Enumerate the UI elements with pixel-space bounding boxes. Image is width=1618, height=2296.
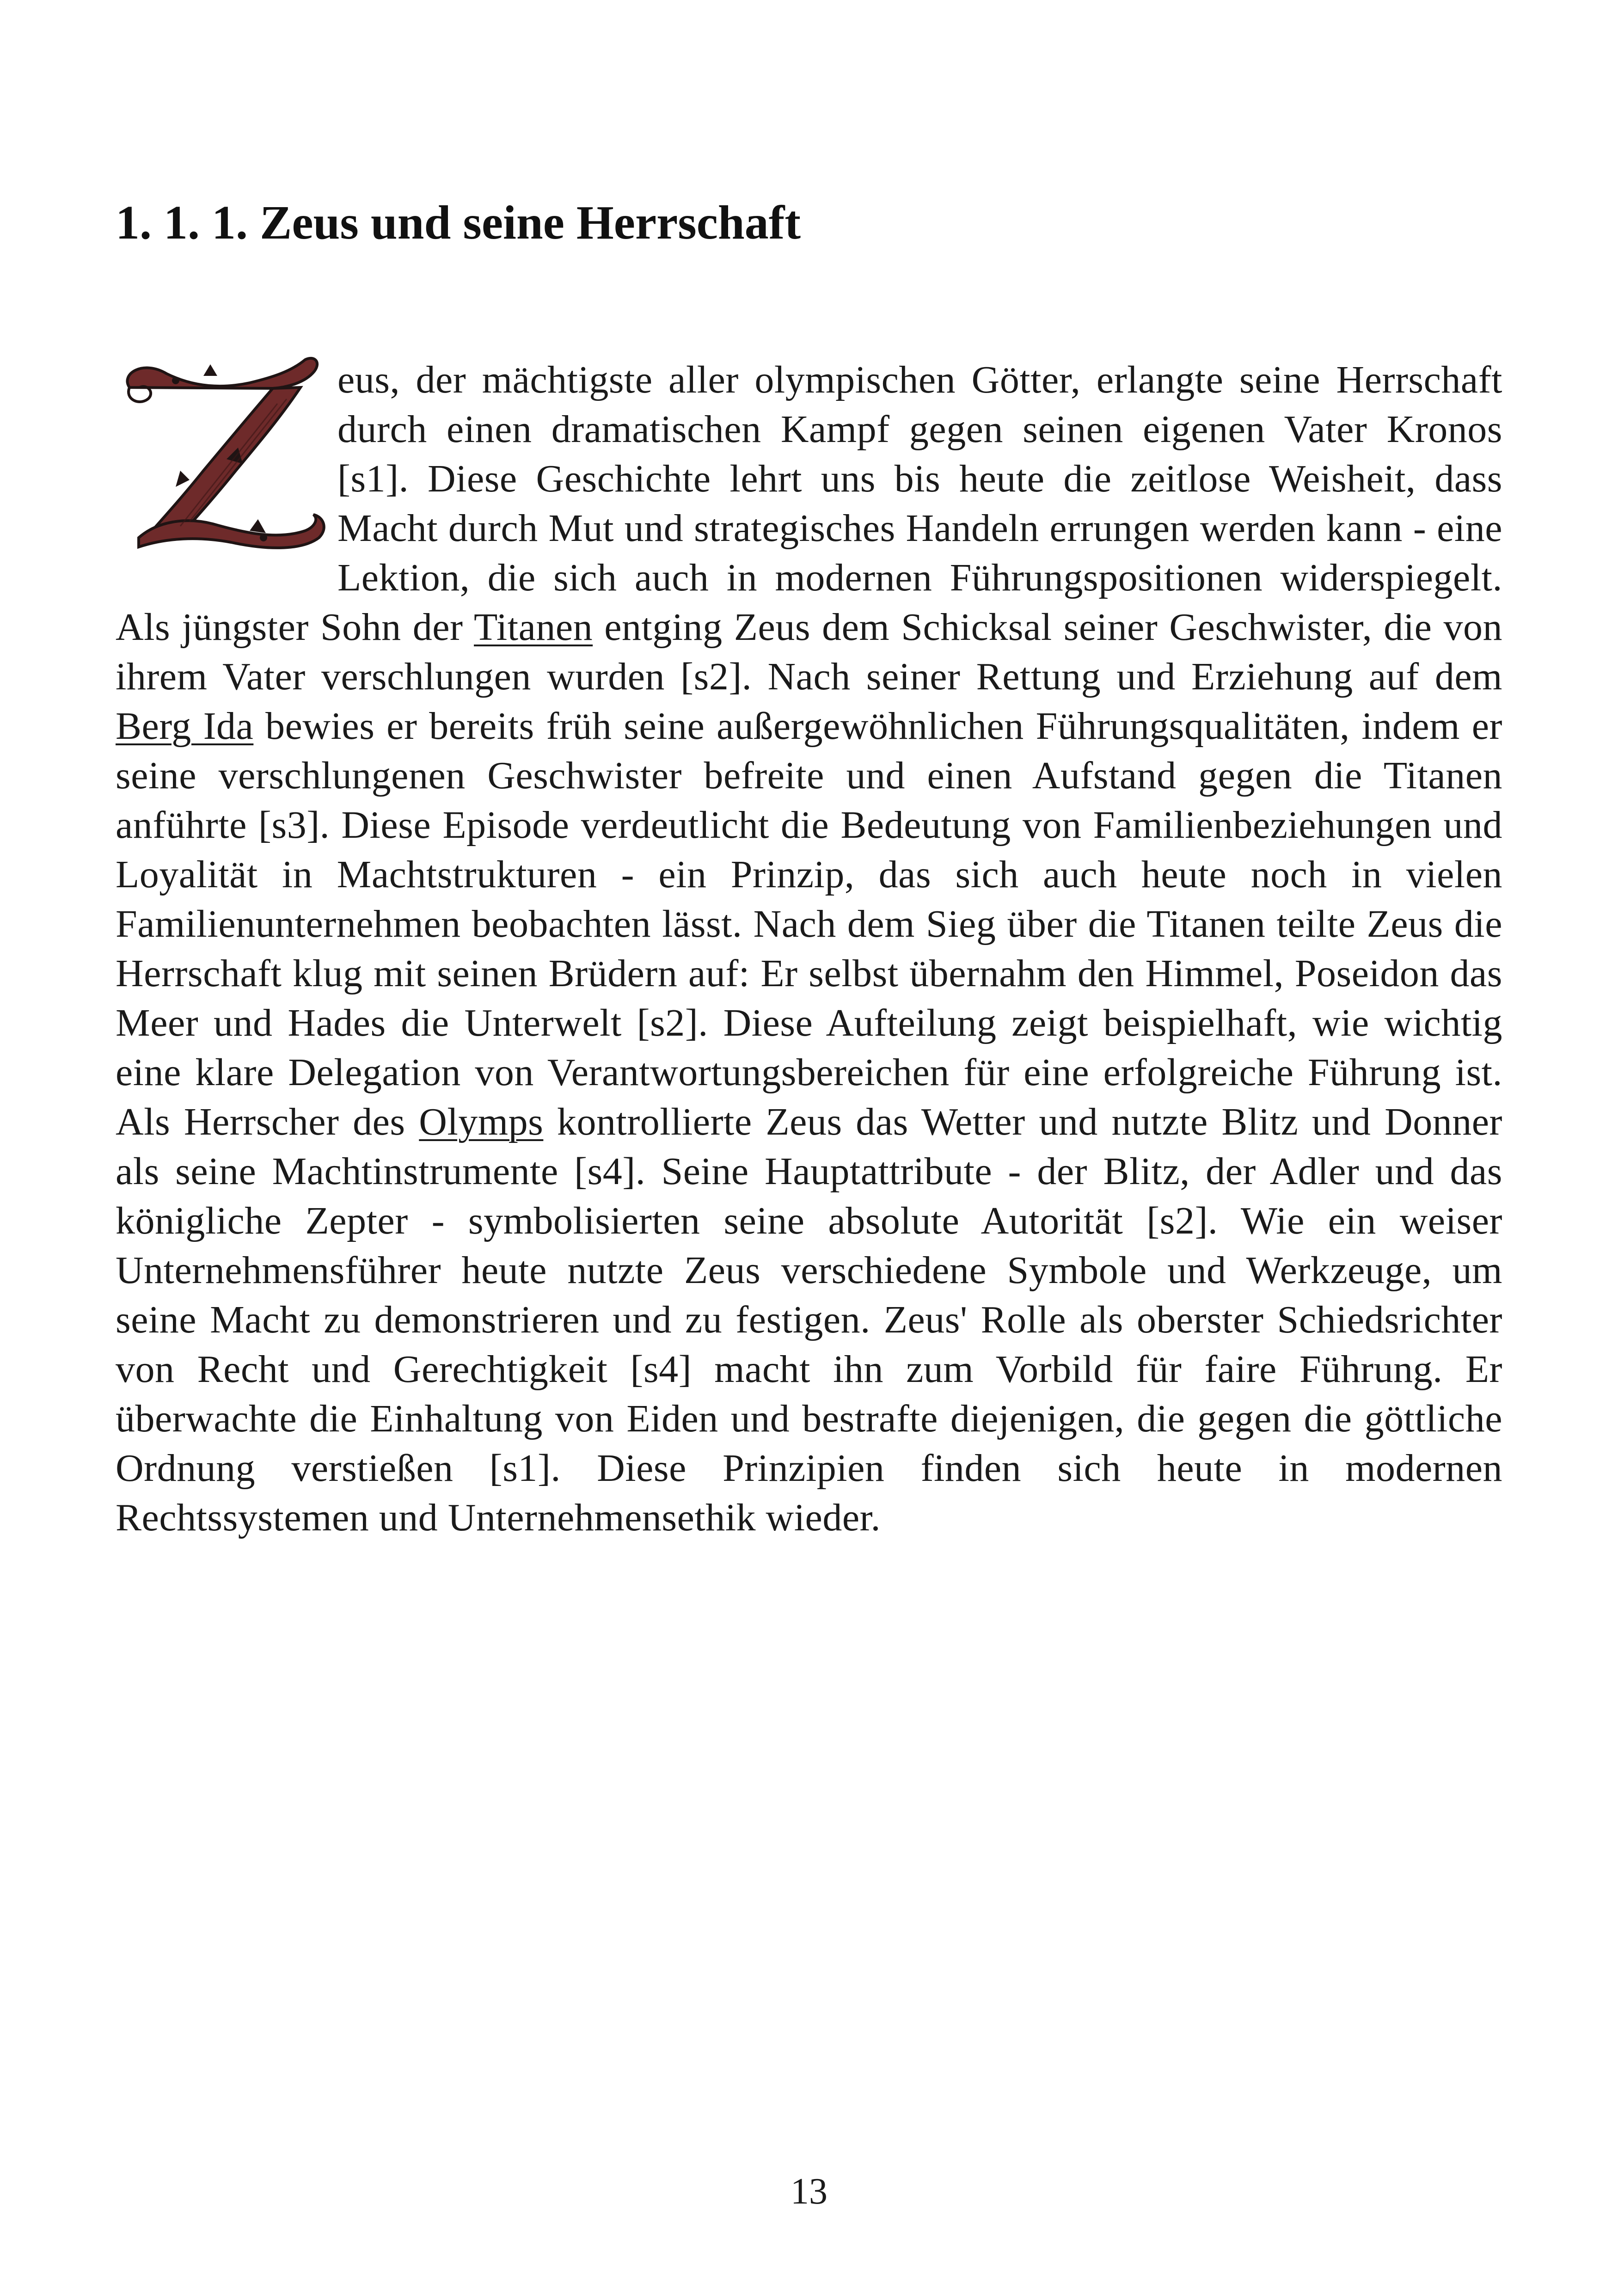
link-olymps[interactable]: Olymps bbox=[419, 1100, 544, 1143]
body-paragraph bbox=[116, 355, 1502, 1542]
dropcap-z bbox=[111, 355, 333, 554]
link-titanen[interactable]: Titanen bbox=[474, 606, 593, 649]
section-heading: 1. 1. 1. Zeus und seine Herrschaft bbox=[116, 196, 801, 249]
link-berg-ida[interactable]: Berg Ida bbox=[116, 705, 254, 748]
body-text-4: kontrollierte Zeus das Wetter und nutzte Blitz und Donner als seine Machtinstrumente [s4]. Seine Hauptattribute - der Blitz, der Adler und das königliche Zepter - symbolisierten seine absolute Autorität [s2]. Wie ein weiser Unternehmensführer heute nutzte Zeus verschiedene Symbole und Werkzeuge, um seine Macht zu demonstrieren und zu festigen. Zeus' Rolle als oberster Schiedsrichter von Recht und Gerechtigkeit [s4] macht ihn zum Vorbild für faire Führung. Er überwachte die Einhaltung von Eiden und bestrafte diejenigen, die gegen die göttliche Ordnung verstießen [s1]. Diese Prinzipien finden sich heute in modernen Rechtssystemen und Unternehmensethik wieder. bbox=[116, 1100, 1502, 1539]
dropcap-ornament bbox=[127, 358, 324, 548]
body-text-1: eus, der mächtigste aller olympischen Götter, erlangte seine Herrschaft durch einen dramatischen Kampf gegen seinen eigenen Vater Kronos [s1]. Diese Geschichte lehrt uns bis heute die zeitlose Weisheit, dass Macht durch Mut und strategisches Handeln errungen werden kann - eine Lektion, die sich auch in modernen Führungspositionen widerspiegelt. Als jüngster Sohn der bbox=[116, 358, 1502, 649]
body-text-2: entging Zeus dem Schicksal seiner Geschwister, die von ihrem Vater verschlungen wurden [s2]. Nach seiner Rettung und Erziehung auf dem bbox=[116, 606, 1502, 698]
body-text-3: bewies er bereits früh seine außergewöhnlichen Führungsqualitäten, indem er seine verschlungenen Geschwister befreite und einen Aufstand gegen die Titanen anführte [s3]. Diese Episode verdeutlicht die Bedeutung von Familienbeziehungen und Loyalität in Machtstrukturen - ein Prinzip, das sich auch heute noch in vielen Familienunternehmen beobachten lässt. Nach dem Sieg über die Titanen teilte Zeus die Herrschaft klug mit seinen Brüdern auf: Er selbst übernahm den Himmel, Poseidon das Meer und Hades die Unterwelt [s2]. Diese Aufteilung zeigt beispielhaft, wie wichtig eine klare Delegation von Verantwortungsbereichen für eine erfolgreiche Führung ist. Als Herrscher des bbox=[116, 705, 1502, 1143]
page-number: 13 bbox=[791, 2171, 827, 2212]
